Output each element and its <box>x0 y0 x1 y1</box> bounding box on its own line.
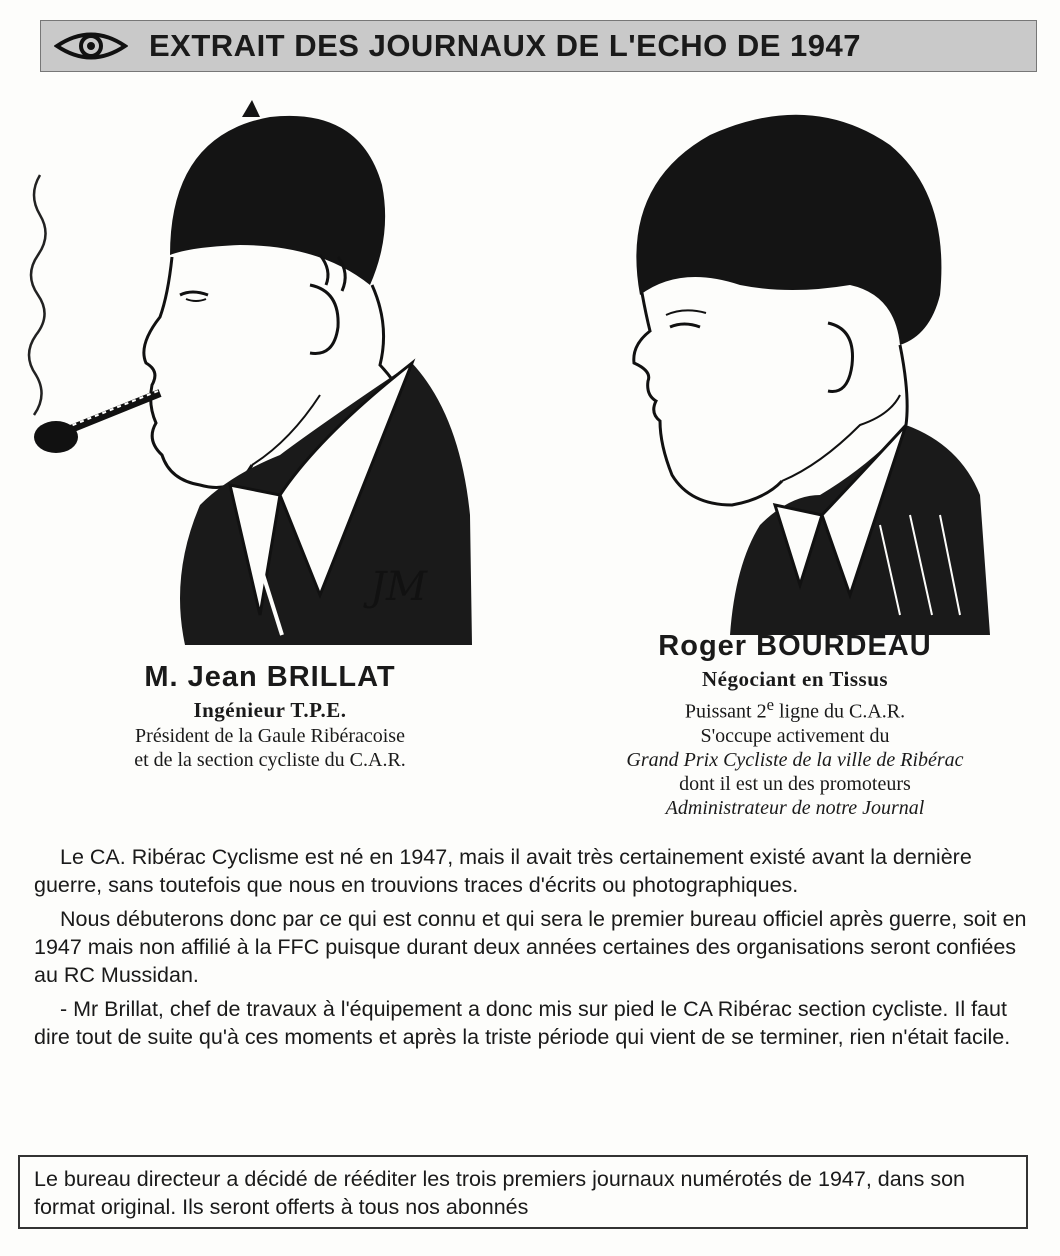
header-banner <box>40 20 1037 72</box>
caption-bourdeau <box>545 627 1045 820</box>
person-detail: et de la section cycliste du C.A.R. <box>134 749 406 771</box>
person-detail: Puissant 2e ligne du C.A.R. <box>684 695 906 723</box>
person-name: M. Jean BRILLAT <box>144 661 396 693</box>
signature: JM <box>370 564 427 610</box>
caption-brillat <box>60 658 480 772</box>
person-detail: Président de la Gaule Ribéracoise <box>135 725 405 747</box>
person-detail: dont il est un des promoteurs <box>679 772 911 795</box>
person-detail: Administrateur de notre Journal <box>665 796 925 819</box>
eye-icon <box>41 21 141 71</box>
paragraph: - Mr Brillat, chef de travaux à l'équipement a donc mis sur pied le CA Ribérac section cycliste. Il faut dire tout de suite qu'à ces moments et après la triste période qui vient de se terminer, rien n'était facile. <box>34 997 1011 1049</box>
person-role: Ingénieur T.P.E. <box>193 698 347 722</box>
person-detail: Grand Prix Cycliste de la ville de Ribérac <box>626 748 964 771</box>
paragraph: Nous débuterons donc par ce qui est connu et qui sera le premier bureau officiel après guerre, soit en 1947 mais non affilié à la FFC puisque durant deux années certaines des organisations seront confiées au RC Mussidan. <box>34 907 1027 987</box>
person-name: Roger BOURDEAU <box>658 630 932 662</box>
caricature-bourdeau <box>560 95 1000 635</box>
paragraph: Le CA. Ribérac Cyclisme est né en 1947, mais il avait très certainement existé avant la dernière guerre, sans toutefois que nous en trouvions traces d'écrits ou photographiques. <box>34 845 972 897</box>
page-title: EXTRAIT DES JOURNAUX DE L'ECHO DE 1947 <box>149 28 861 63</box>
person-detail: S'occupe activement du <box>700 724 890 747</box>
person-role: Négociant en Tissus <box>701 667 889 691</box>
notice-box: Le bureau directeur a décidé de rééditer les trois premiers journaux numérotés de 1947, dans son format original. Ils seront offerts à tous nos abonnés <box>18 1155 1028 1229</box>
caricature-brillat <box>20 95 480 645</box>
article-body <box>34 843 1034 1057</box>
